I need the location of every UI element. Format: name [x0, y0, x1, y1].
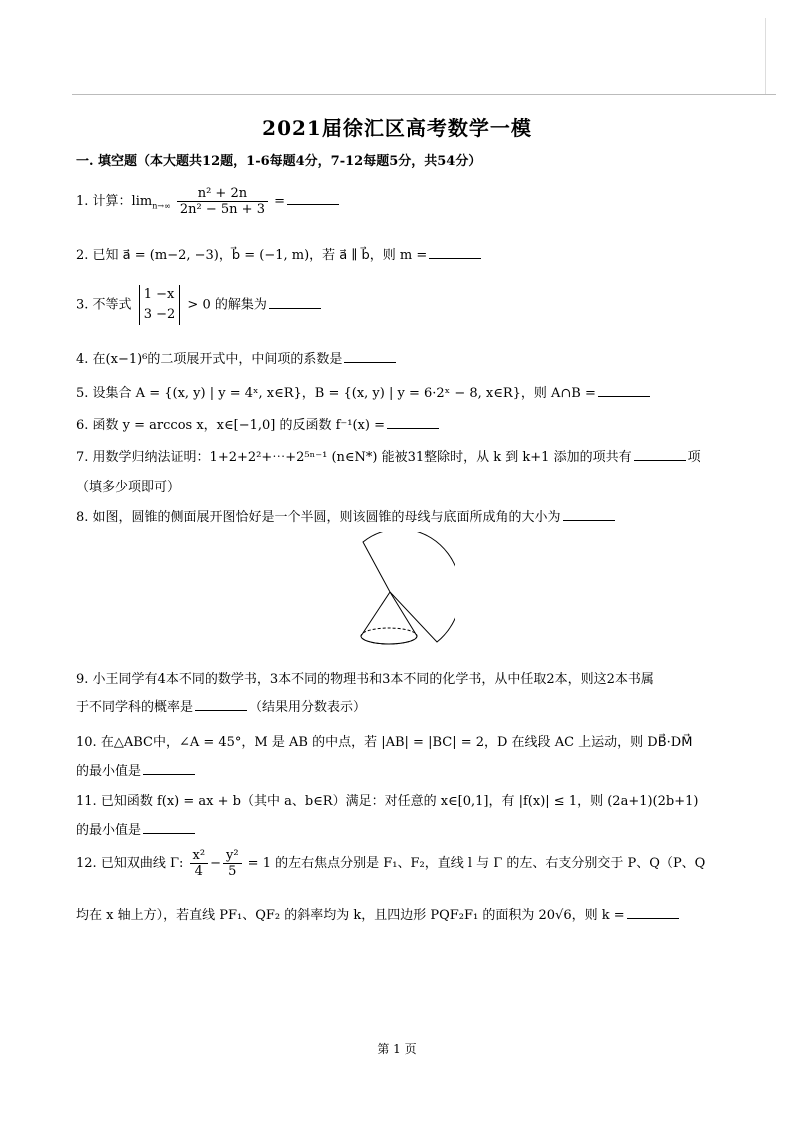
question-7: [76, 446, 701, 465]
question-text: 小王同学有4本不同的数学书，3本不同的物理书和3本不同的化学书，从中任取2本，则这2本书属: [92, 672, 654, 687]
page-title: 2021届徐汇区高考数学一模: [262, 116, 532, 140]
answer-blank[interactable]: [287, 192, 339, 205]
question-text: 在△ABC中，∠A = 45°，M 是 AB 的中点，若 |AB| = |BC| = 2，D 在线段 AC 上运动，则 DB⃗·DM⃗: [100, 735, 693, 750]
question-12-line-2: [76, 904, 681, 923]
answer-blank[interactable]: [143, 821, 195, 834]
fraction-denominator: 2n² − 5n + 3: [179, 202, 265, 217]
determinant-row-1: 1 −x: [143, 287, 175, 302]
question-4: [76, 348, 398, 367]
question-tail: 项: [687, 450, 701, 465]
answer-blank[interactable]: [143, 762, 195, 775]
question-text: 如图，圆锥的侧面展开图恰好是一个半圆，则该圆锥的母线与底面所成角的大小为: [92, 510, 561, 525]
question-6: [76, 414, 441, 433]
question-number: 11.: [76, 794, 97, 809]
determinant: [139, 285, 181, 325]
question-prefix: 已知双曲线 Γ:: [100, 856, 184, 871]
answer-blank[interactable]: [387, 416, 439, 429]
question-text: 的最小值是: [76, 764, 142, 779]
question-text: 在(x−1)⁶的二项展开式中，中间项的系数是: [92, 352, 343, 367]
question-number: 9.: [76, 672, 89, 687]
question-suffix: > 0 的解集为: [187, 297, 267, 313]
question-10-line-2: [76, 760, 197, 779]
fraction-numerator: n² + 2n: [177, 186, 268, 202]
question-11-line-2: [76, 819, 197, 838]
section-heading: 一. 填空题（本大题共12题，1-6每题4分，7-12每题5分，共54分）: [76, 154, 482, 169]
question-text: 函数 y = arccos x，x∈[−1,0] 的反函数 f⁻¹(x) =: [92, 418, 385, 433]
limit-label: 计算：lim: [92, 194, 153, 209]
fraction-numerator: y²: [223, 848, 242, 864]
answer-blank[interactable]: [269, 296, 321, 309]
fraction-y: [223, 848, 242, 879]
question-text: 设集合 A = {(x, y) | y = 4ˣ, x∈R}，B = {(x, y) | y = 6·2ˣ − 8, x∈R}，则 A∩B =: [92, 386, 596, 401]
question-text: 的最小值是: [76, 823, 142, 838]
question-text: 已知 a⃗ = (m−2, −3)，b⃗ = (−1, m)，若 a⃗ ∥ b⃗，则 m =: [92, 248, 428, 263]
header-rule: [72, 94, 776, 95]
question-number: 6.: [76, 418, 89, 433]
cone-base-front: [361, 636, 417, 644]
answer-blank[interactable]: [627, 906, 679, 919]
question-number: 5.: [76, 386, 89, 401]
answer-blank[interactable]: [563, 508, 615, 521]
question-text: 已知函数 f(x) = ax + b（其中 a、b∈R）满足：对任意的 x∈[0,1]，有 |f(x)| ≤ 1，则 (2a+1)(2b+1): [100, 794, 699, 809]
answer-blank[interactable]: [598, 384, 650, 397]
cone-figure: [355, 532, 455, 650]
fraction-x: [190, 848, 209, 879]
page-footer: 第 1 页: [377, 1042, 417, 1056]
answer-blank[interactable]: [344, 350, 396, 363]
question-9: [76, 668, 654, 687]
question-10: [76, 731, 692, 750]
question-text: 均在 x 轴上方），若直线 PF₁、QF₂ 的斜率均为 k，且四边形 PQF₂F₁ 的面积为 20√6，则 k =: [76, 908, 625, 923]
question-12: [76, 848, 705, 879]
question-number: 7.: [76, 450, 89, 465]
question-11: [76, 790, 698, 809]
question-text: 于不同学科的概率是: [76, 700, 194, 715]
limit-subscript: n→∞: [152, 201, 171, 211]
question-5: [76, 382, 652, 401]
question-number: 2.: [76, 248, 89, 263]
question-1: [76, 186, 341, 217]
question-number: 8.: [76, 510, 89, 525]
question-number: 4.: [76, 352, 89, 367]
answer-blank[interactable]: [429, 246, 481, 259]
determinant-row-2: 3 −2: [143, 307, 176, 322]
question-9-line-2: [76, 696, 366, 715]
equals-sign: =: [274, 194, 286, 209]
question-3: [76, 285, 323, 325]
question-2: [76, 244, 483, 263]
question-number: 10.: [76, 735, 97, 750]
question-number: 1.: [76, 194, 89, 209]
limit-fraction: [177, 186, 268, 217]
question-note: （结果用分数表示）: [249, 700, 367, 715]
fraction-denominator: 4: [194, 864, 203, 879]
question-number: 3.: [76, 297, 89, 313]
fraction-denominator: 5: [228, 864, 237, 879]
answer-blank[interactable]: [195, 698, 247, 711]
semicircle-development: [363, 532, 455, 642]
page-corner-mark: [765, 18, 774, 94]
minus-sign: −: [210, 856, 221, 871]
fraction-numerator: x²: [190, 848, 209, 864]
question-text: = 1 的左右焦点分别是 F₁、F₂，直线 l 与 Γ 的左、右支分别交于 P、Q（P、Q: [247, 856, 706, 871]
question-7-line-2: （填多少项即可）: [76, 480, 181, 495]
question-prefix: 不等式: [92, 297, 132, 313]
answer-blank[interactable]: [634, 448, 686, 461]
question-8: [76, 506, 617, 525]
question-number: 12.: [76, 856, 97, 871]
question-text: 用数学归纳法证明：1+2+2²+⋯+2⁵ⁿ⁻¹ (n∈N*) 能被31整除时，从 k 到 k+1 添加的项共有: [92, 450, 632, 465]
